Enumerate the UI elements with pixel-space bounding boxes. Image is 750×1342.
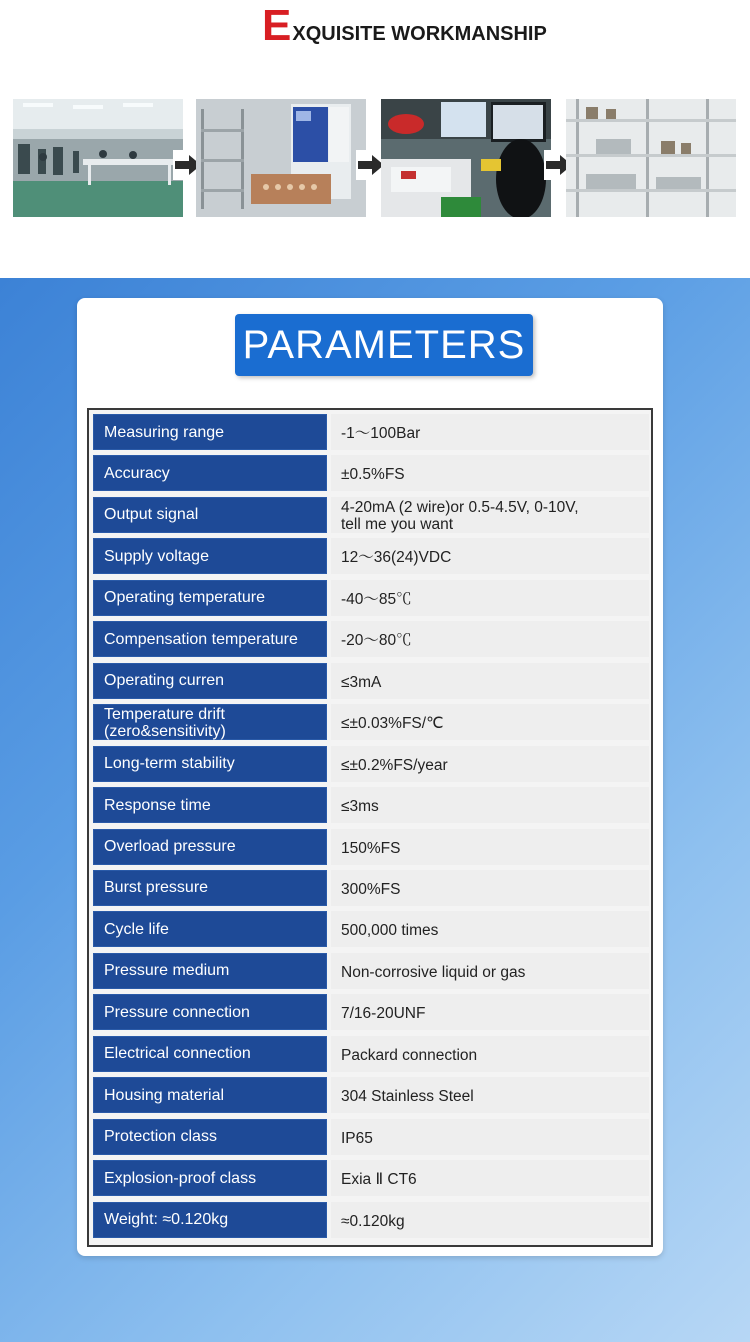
parameter-row xyxy=(93,829,649,865)
parameter-label: Electrical connection xyxy=(93,1036,327,1072)
parameter-row xyxy=(93,580,649,616)
parameter-label: Weight: ≈0.120kg xyxy=(93,1202,327,1238)
parameter-row xyxy=(93,746,649,782)
parameter-row xyxy=(93,1077,649,1113)
factory-floor-photo xyxy=(13,99,183,217)
parameter-label-line: (zero&sensitivity) xyxy=(104,723,226,741)
parameter-label: Explosion-proof class xyxy=(93,1160,327,1196)
parameters-table xyxy=(87,408,653,1247)
parameter-value: ≤3ms xyxy=(331,787,649,823)
parameter-row xyxy=(93,870,649,906)
parameter-value-line: tell me you want xyxy=(341,515,453,533)
parameter-value: -40〜85℃ xyxy=(331,580,649,616)
parameter-label: Accuracy xyxy=(93,455,327,491)
parameter-row xyxy=(93,455,649,491)
parameter-label: Compensation temperature xyxy=(93,621,327,657)
parameter-label: Output signal xyxy=(93,497,327,533)
parameter-label-line: Temperature drift xyxy=(104,706,225,724)
parameter-label: Pressure connection xyxy=(93,994,327,1030)
parameters-title: PARAMETERS xyxy=(235,314,533,376)
workmanship-heading xyxy=(262,1,547,50)
parameter-value: ≤±0.2%FS/year xyxy=(331,746,649,782)
parameter-label: Operating temperature xyxy=(93,580,327,616)
parameter-row xyxy=(93,497,649,533)
parameter-value: 12〜36(24)VDC xyxy=(331,538,649,574)
parameter-row xyxy=(93,994,649,1030)
heading-text: XQUISITE WORKMANSHIP xyxy=(292,23,547,45)
parameter-value: 500,000 times xyxy=(331,911,649,947)
parameter-value: ±0.5%FS xyxy=(331,455,649,491)
parameter-value: 300%FS xyxy=(331,870,649,906)
heading-initial: E xyxy=(262,1,292,50)
parameter-value: ≈0.120kg xyxy=(331,1202,649,1238)
warehouse-shelves-photo xyxy=(566,99,736,217)
parameter-label: Pressure medium xyxy=(93,953,327,989)
parameter-label: Measuring range xyxy=(93,414,327,450)
parameter-value: 150%FS xyxy=(331,829,649,865)
parameter-row xyxy=(93,1202,649,1238)
parameter-label: Cycle life xyxy=(93,911,327,947)
parameter-row xyxy=(93,1036,649,1072)
parameter-label: Response time xyxy=(93,787,327,823)
parameter-row xyxy=(93,787,649,823)
test-chamber-photo xyxy=(196,99,366,217)
parameter-label: Long-term stability xyxy=(93,746,327,782)
parameter-row xyxy=(93,1160,649,1196)
parameter-label: Housing material xyxy=(93,1077,327,1113)
parameter-value: Packard connection xyxy=(331,1036,649,1072)
parameter-label xyxy=(93,704,327,740)
parameter-row xyxy=(93,538,649,574)
parameter-label: Protection class xyxy=(93,1119,327,1155)
parameter-value: -1〜100Bar xyxy=(331,414,649,450)
parameter-row xyxy=(93,621,649,657)
calibration-workstation-photo xyxy=(381,99,551,217)
workmanship-section xyxy=(0,0,750,278)
parameter-value-line: 4-20mA (2 wire)or 0.5-4.5V, 0-10V, xyxy=(341,498,579,516)
parameter-label: Overload pressure xyxy=(93,829,327,865)
parameter-label: Burst pressure xyxy=(93,870,327,906)
parameter-value: 304 Stainless Steel xyxy=(331,1077,649,1113)
parameter-value: Non-corrosive liquid or gas xyxy=(331,953,649,989)
parameter-value: ≤3mA xyxy=(331,663,649,699)
parameter-row xyxy=(93,704,649,740)
parameter-row xyxy=(93,663,649,699)
parameter-value xyxy=(331,497,649,533)
parameter-value: -20〜80℃ xyxy=(331,621,649,657)
parameter-label: Operating curren xyxy=(93,663,327,699)
parameter-row xyxy=(93,1119,649,1155)
parameter-row xyxy=(93,953,649,989)
parameter-row xyxy=(93,911,649,947)
parameter-value: 7/16-20UNF xyxy=(331,994,649,1030)
parameter-value: Exia Ⅱ CT6 xyxy=(331,1160,649,1196)
parameter-row xyxy=(93,414,649,450)
parameter-value: ≤±0.03%FS/℃ xyxy=(331,704,649,740)
parameter-label: Supply voltage xyxy=(93,538,327,574)
parameter-value: IP65 xyxy=(331,1119,649,1155)
